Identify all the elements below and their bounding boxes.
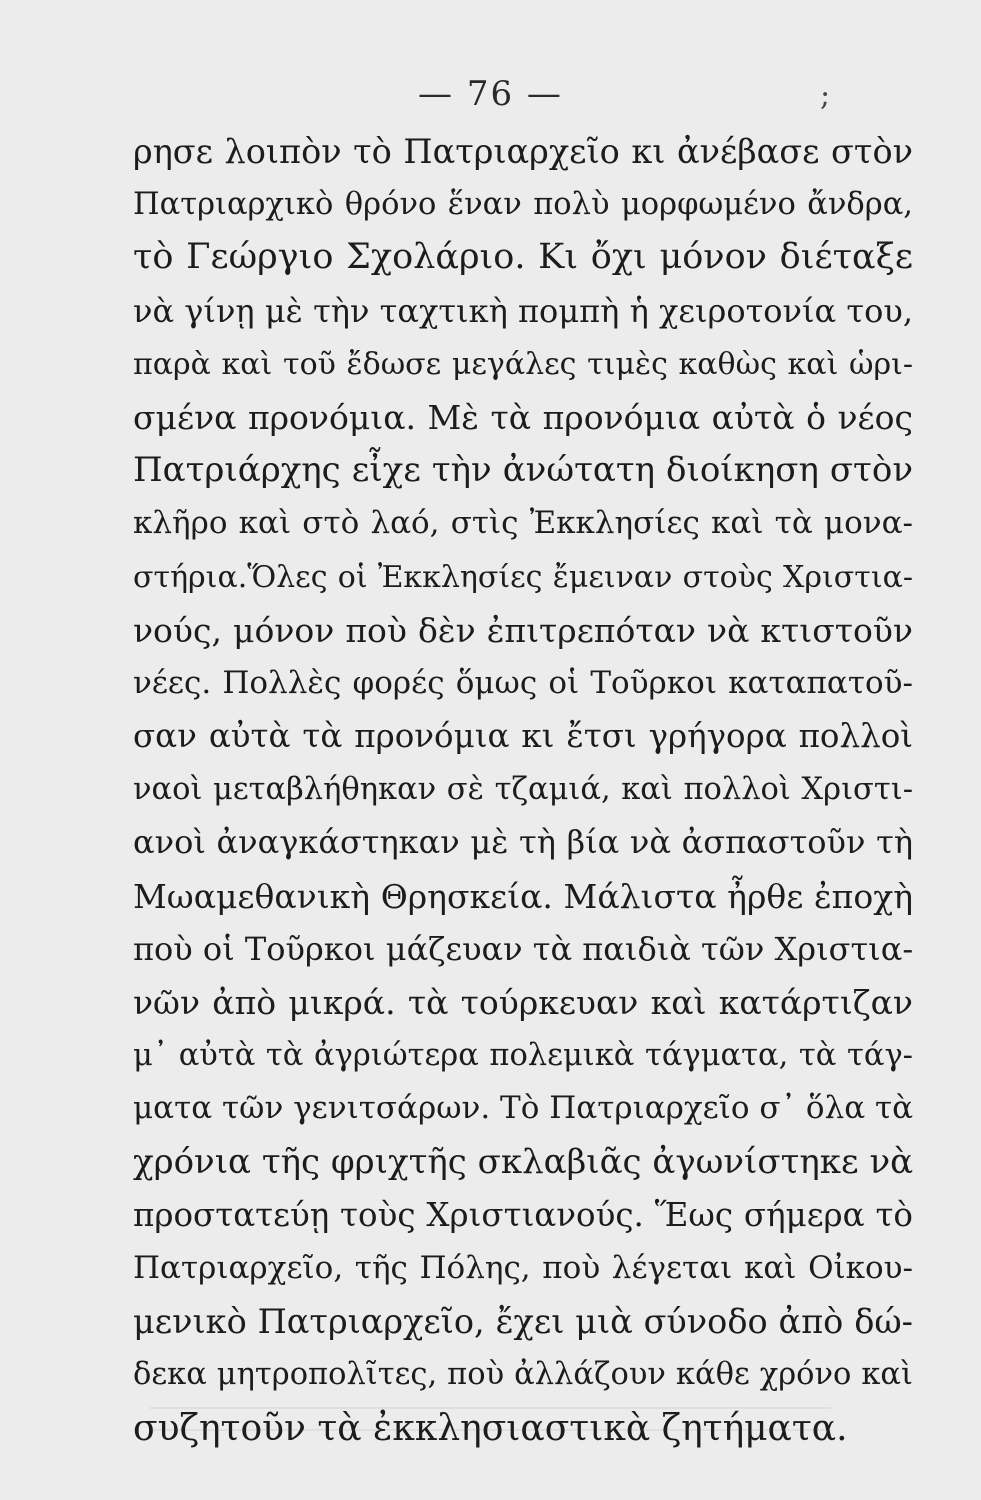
text-line: Πατριαρχεῖο, τῆς Πόλης, ποὺ λέγεται καὶ Οἰκου- xyxy=(133,1249,913,1286)
text-line: δεκα μητροπολῖτες, ποὺ ἀλλάζουν κάθε χρόνο καὶ xyxy=(133,1357,913,1393)
text-line: ναοὶ μεταβλήθηκαν σὲ τζαμιά, καὶ πολλοὶ Χριστι- xyxy=(133,772,913,808)
body-text xyxy=(133,125,913,1455)
page-number: — 76 — xyxy=(418,74,563,114)
bleed-through xyxy=(0,1395,981,1455)
text-line: κλῆρο καὶ στὸ λαό, στὶς Ἐκκλησίες καὶ τὰ μονα- xyxy=(133,505,913,542)
stray-mark: ; xyxy=(820,78,831,113)
text-line: τὸ Γεώργιο Σχολάριο. Κι ὄχι μόνον διέταξε xyxy=(133,237,913,278)
text-line: σαν αὐτὰ τὰ προνόμια κι ἔτσι γρήγορα πολλοὶ xyxy=(133,717,913,756)
text-line: νῶν ἀπὸ μικρά. τὰ τούρκευαν καὶ κατάρτιζαν xyxy=(133,983,913,1022)
text-line: στήρια.Ὅλες οἱ Ἐκκλησίες ἔμειναν στοὺς Χριστια- xyxy=(133,559,913,595)
text-line: ματα τῶν γενιτσάρων. Τὸ Πατριαρχεῖο σ᾽ ὅλα τὰ xyxy=(133,1090,914,1127)
text-line: ρησε λοιπὸν τὸ Πατριαρχεῖο κι ἀνέβασε στὸν xyxy=(133,132,913,171)
text-line: Μωαμεθανικὴ Θρησκεία. Μάλιστα ἦρθε ἐποχὴ xyxy=(133,876,913,916)
text-line: συζητοῦν τὰ ἐκκλησιαστικὰ ζητήματα. xyxy=(133,1407,848,1449)
text-line: σμένα προνόμια. Μὲ τὰ προνόμια αὐτὰ ὁ νέος xyxy=(133,397,913,437)
text-line: νούς, μόνον ποὺ δὲν ἐπιτρεπόταν νὰ κτιστοῦν xyxy=(133,610,913,650)
text-line: νὰ γίνῃ μὲ τὴν ταχτικὴ πομπὴ ἡ χειροτονία του, xyxy=(133,291,913,330)
text-line: προστατεύῃ τοὺς Χριστιανούς. Ἕως σήμερα τὸ xyxy=(133,1195,913,1234)
text-line: μ᾽ αὐτὰ τὰ ἀγριώτερα πολεμικὰ τάγματα, τὰ τάγ- xyxy=(133,1038,913,1074)
text-line: ανοὶ ἀναγκάστηκαν μὲ τὴ βία νὰ ἀσπαστοῦν τὴ xyxy=(133,823,913,862)
text-line: Πατριαρχικὸ θρόνο ἕναν πολὺ μορφωμένο ἄνδρα, xyxy=(133,187,913,223)
text-line: παρὰ καὶ τοῦ ἔδωσε μεγάλες τιμὲς καθὼς καὶ ὡρι- xyxy=(133,346,913,382)
text-line: Πατριάρχης εἶχε τὴν ἀνώτατη διοίκηση στὸν xyxy=(133,450,913,491)
text-line: νέες. Πολλὲς φορές ὅμως οἱ Τοῦρκοι καταπατοῦ- xyxy=(133,664,913,701)
text-line: χρόνια τῆς φριχτῆς σκλαβιᾶς ἀγωνίστηκε νὰ xyxy=(133,1141,914,1182)
text-line: ποὺ οἱ Τοῦρκοι μάζευαν τὰ παιδιὰ τῶν Χριστια- xyxy=(133,929,914,968)
text-line: μενικὸ Πατριαρχεῖο, ἔχει μιὰ σύνοδο ἀπὸ δώ- xyxy=(133,1302,913,1342)
